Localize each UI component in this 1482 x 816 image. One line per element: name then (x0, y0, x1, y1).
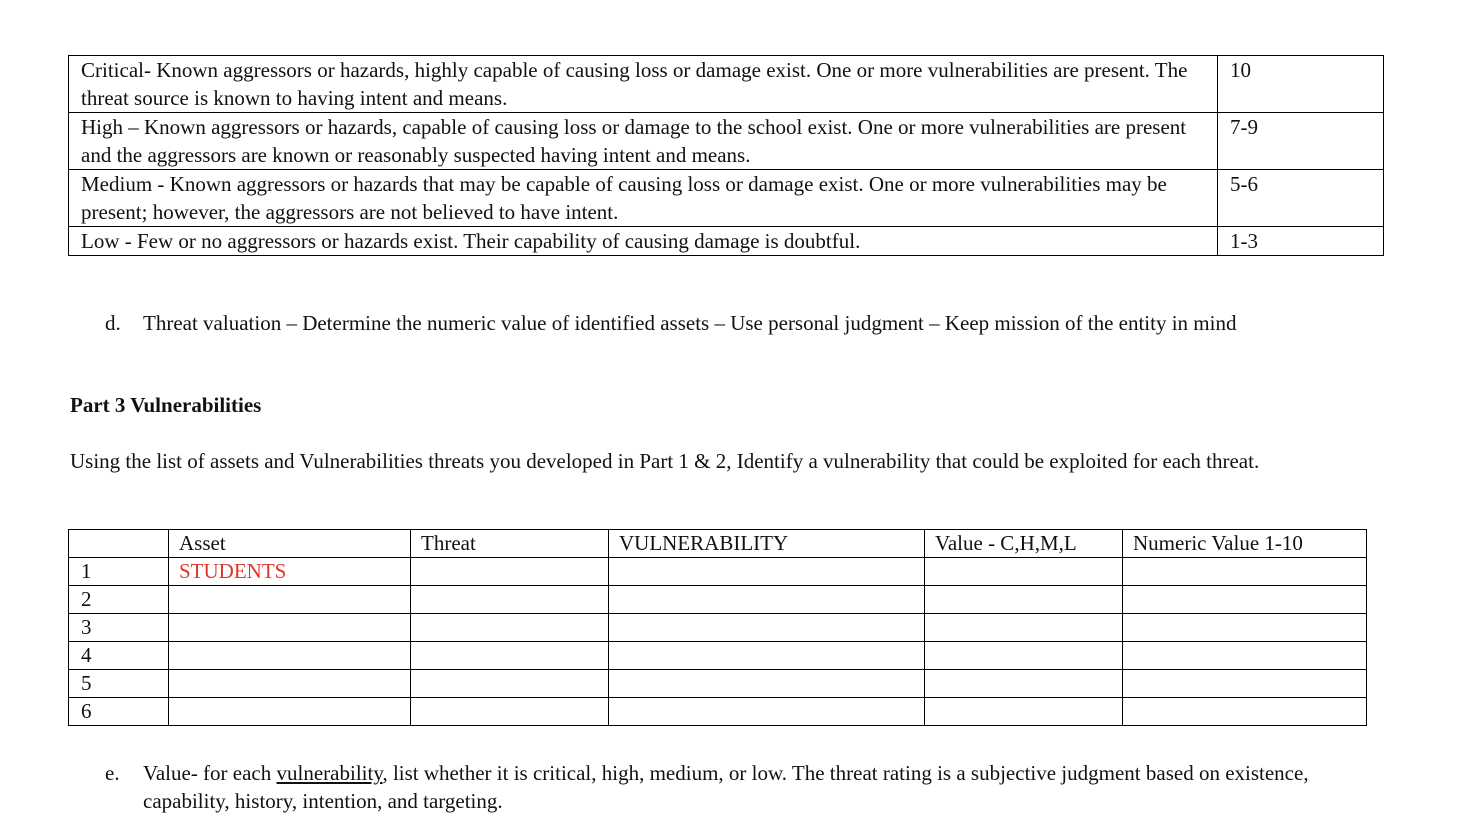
table-row (69, 642, 1367, 670)
value-cell[interactable] (925, 558, 1123, 586)
rating-value: 10 (1218, 56, 1384, 113)
table-row (69, 614, 1367, 642)
rating-description: Low - Few or no aggressors or hazards exist. Their capability of causing damage is doubtful. (69, 227, 1218, 256)
rating-row-medium (69, 170, 1384, 227)
vulnerability-cell[interactable] (609, 614, 925, 642)
value-cell[interactable] (925, 670, 1123, 698)
numeric-cell[interactable] (1123, 670, 1367, 698)
row-number: 5 (69, 670, 169, 698)
numeric-cell[interactable] (1123, 642, 1367, 670)
list-marker: d. (105, 311, 121, 335)
asset-cell[interactable] (169, 642, 411, 670)
list-item-e (105, 759, 1365, 815)
asset-cell[interactable] (169, 614, 411, 642)
rating-value: 7-9 (1218, 113, 1384, 170)
asset-cell[interactable] (169, 670, 411, 698)
numeric-cell[interactable] (1123, 614, 1367, 642)
vulnerability-cell[interactable] (609, 670, 925, 698)
row-number: 1 (69, 558, 169, 586)
numeric-cell[interactable] (1123, 558, 1367, 586)
table-row (69, 698, 1367, 726)
threat-cell[interactable] (411, 698, 609, 726)
header-cell-threat: Threat (411, 530, 609, 558)
asset-cell[interactable] (169, 586, 411, 614)
vulnerability-cell[interactable] (609, 586, 925, 614)
numeric-cell[interactable] (1123, 586, 1367, 614)
numeric-cell[interactable] (1123, 698, 1367, 726)
rating-description: High – Known aggressors or hazards, capable of causing loss or damage to the school exist. One or more vulnerabilities are present and the aggressors are known or reasonably suspected having intent and means. (69, 113, 1218, 170)
value-cell[interactable] (925, 586, 1123, 614)
header-cell-vulnerability: VULNERABILITY (609, 530, 925, 558)
header-cell-numeric: Numeric Value 1-10 (1123, 530, 1367, 558)
text-segment: , list whether it is critical, high, medium, or low. The threat rating is a subjective judgment based on existence, capability, history, intention, and targeting. (143, 761, 1309, 813)
header-cell-asset: Asset (169, 530, 411, 558)
value-cell[interactable] (925, 642, 1123, 670)
threat-cell[interactable] (411, 642, 609, 670)
table-header-row (69, 530, 1367, 558)
threat-rating-table (68, 55, 1384, 256)
rating-row-low (69, 227, 1384, 256)
asset-cell[interactable] (169, 698, 411, 726)
vulnerability-cell[interactable] (609, 558, 925, 586)
threat-cell[interactable] (411, 558, 609, 586)
value-cell[interactable] (925, 614, 1123, 642)
list-marker: e. (105, 761, 120, 785)
row-number: 6 (69, 698, 169, 726)
rating-value: 5-6 (1218, 170, 1384, 227)
rating-description: Critical- Known aggressors or hazards, highly capable of causing loss or damage exist. One or more vulnerabilities are present. The threat source is known to having intent and means. (69, 56, 1218, 113)
vulnerability-table (68, 529, 1367, 726)
threat-cell[interactable] (411, 586, 609, 614)
row-number: 2 (69, 586, 169, 614)
value-cell[interactable] (925, 698, 1123, 726)
asset-cell[interactable]: STUDENTS (169, 558, 411, 586)
list-text: Threat valuation – Determine the numeric value of identified assets – Use personal judgment – Keep mission of the entity in mind (143, 311, 1237, 335)
rating-description: Medium - Known aggressors or hazards that may be capable of causing loss or damage exist. One or more vulnerabilities may be present; however, the aggressors are not believed to have intent. (69, 170, 1218, 227)
header-cell-index (69, 530, 169, 558)
table-row (69, 670, 1367, 698)
vulnerability-cell[interactable] (609, 698, 925, 726)
list-item-d (105, 309, 1365, 337)
rating-value: 1-3 (1218, 227, 1384, 256)
threat-cell[interactable] (411, 614, 609, 642)
list-text (143, 759, 1365, 815)
header-cell-value: Value - C,H,M,L (925, 530, 1123, 558)
row-number: 4 (69, 642, 169, 670)
underlined-term: vulnerability (276, 761, 383, 785)
table-row (69, 586, 1367, 614)
section-heading: Part 3 Vulnerabilities (70, 393, 262, 417)
rating-row-critical (69, 56, 1384, 113)
table-row (69, 558, 1367, 586)
threat-cell[interactable] (411, 670, 609, 698)
vulnerability-cell[interactable] (609, 642, 925, 670)
instructions-paragraph: Using the list of assets and Vulnerabilities threats you developed in Part 1 & 2, Identify a vulnerability that could be exploited for each threat. (70, 449, 1260, 473)
text-segment: Value- for each (143, 761, 277, 785)
rating-row-high (69, 113, 1384, 170)
row-number: 3 (69, 614, 169, 642)
